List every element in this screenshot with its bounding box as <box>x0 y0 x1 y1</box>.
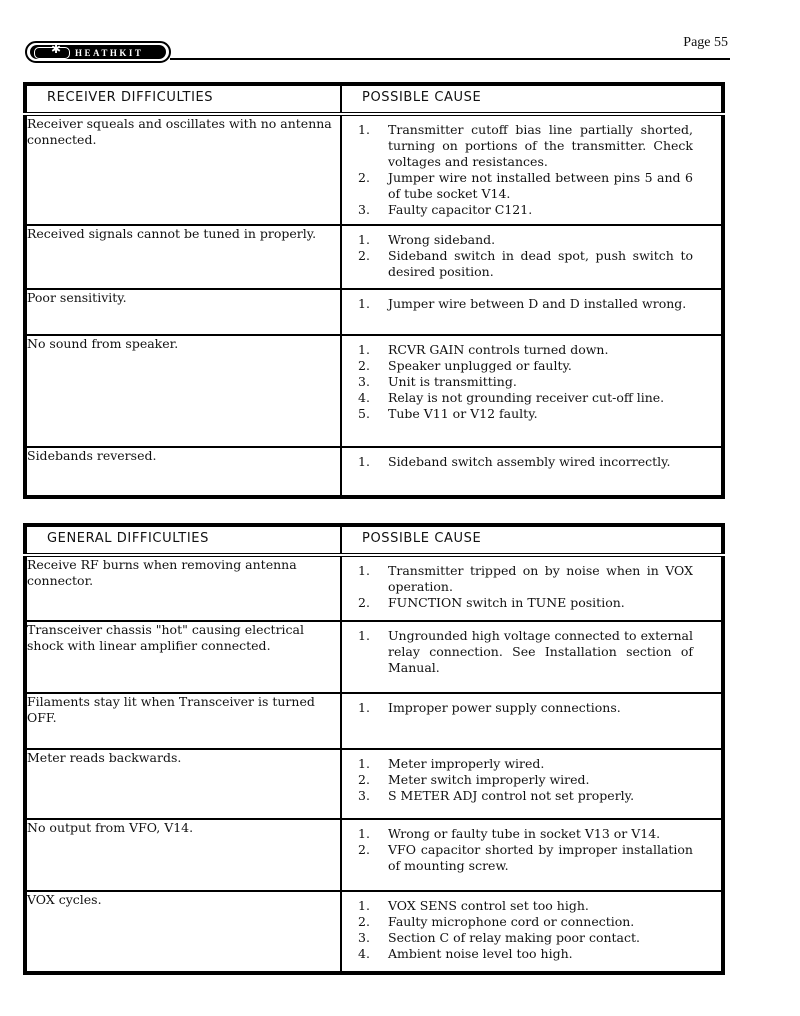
table-header-row <box>25 525 723 555</box>
table-row <box>25 225 723 289</box>
cause-text: VFO capacitor shorted by improper installation of mounting screw. <box>388 842 693 873</box>
cause-cell <box>341 114 723 225</box>
symptom-cell: Received signals cannot be tuned in properly. <box>25 225 341 289</box>
cause-item <box>358 342 693 358</box>
table-row <box>25 891 723 973</box>
cause-item <box>358 202 693 218</box>
cause-text: RCVR GAIN controls turned down. <box>388 342 609 357</box>
table-row <box>25 335 723 447</box>
cause-number: 3. <box>358 374 370 389</box>
symptom-cell: No output from VFO, V14. <box>25 819 341 891</box>
cause-text: Meter improperly wired. <box>388 756 545 771</box>
cause-item <box>358 595 693 611</box>
cause-number: 1. <box>358 232 370 247</box>
cause-number: 2. <box>358 170 370 185</box>
cause-number: 1. <box>358 628 370 643</box>
cause-text: Tube V11 or V12 faulty. <box>388 406 538 421</box>
cause-cell <box>341 749 723 819</box>
cause-text: Faulty microphone cord or connection. <box>388 914 635 929</box>
general-difficulties-table <box>23 523 725 975</box>
cause-text: Wrong sideband. <box>388 232 496 247</box>
cause-item <box>358 563 693 595</box>
cause-item <box>358 842 693 874</box>
cause-item <box>358 700 693 716</box>
cause-number: 4. <box>358 390 370 405</box>
cause-item <box>358 930 693 946</box>
cause-text: Jumper wire between D and D installed wrong. <box>388 296 687 311</box>
cause-list <box>342 448 721 476</box>
cause-list <box>342 116 721 224</box>
cause-text: Sideband switch in dead spot, push switch to desired position. <box>388 248 693 279</box>
table-row <box>25 693 723 749</box>
cause-text: Section C of relay making poor contact. <box>388 930 641 945</box>
heathkit-logo <box>25 41 171 63</box>
symptom-cell: Receive RF burns when removing antenna connector. <box>25 555 341 621</box>
page-number: Page 55 <box>683 35 728 50</box>
cause-text: Speaker unplugged or faulty. <box>388 358 572 373</box>
cause-item <box>358 374 693 390</box>
cause-cell <box>341 819 723 891</box>
cause-item <box>358 454 693 470</box>
table-row <box>25 621 723 693</box>
cause-list <box>342 226 721 286</box>
cause-number: 2. <box>358 358 370 373</box>
cause-number: 5. <box>358 406 370 421</box>
cause-text: Relay is not grounding receiver cut-off line. <box>388 390 665 405</box>
cause-list <box>342 694 721 722</box>
col-header-possible-cause: POSSIBLE CAUSE <box>341 84 723 114</box>
table-row <box>25 555 723 621</box>
symptom-cell: Sidebands reversed. <box>25 447 341 497</box>
cause-text: Sideband switch assembly wired incorrectly. <box>388 454 671 469</box>
col-header-possible-cause: POSSIBLE CAUSE <box>341 525 723 555</box>
cause-text: FUNCTION switch in TUNE position. <box>388 595 625 610</box>
cause-text: Improper power supply connections. <box>388 700 621 715</box>
table-row <box>25 749 723 819</box>
header-rule <box>170 58 730 60</box>
cause-list <box>342 750 721 810</box>
cause-cell <box>341 447 723 497</box>
symptom-cell: Poor sensitivity. <box>25 289 341 335</box>
cause-text: Unit is transmitting. <box>388 374 517 389</box>
cause-item <box>358 898 693 914</box>
cause-cell <box>341 289 723 335</box>
cause-number: 4. <box>358 946 370 961</box>
logo-emblem-icon: ✱ <box>34 47 70 59</box>
col-header-difficulties: GENERAL DIFFICULTIES <box>25 525 341 555</box>
cause-number: 1. <box>358 700 370 715</box>
cause-item <box>358 170 693 202</box>
cause-number: 1. <box>358 898 370 913</box>
cause-text: Faulty capacitor C121. <box>388 202 533 217</box>
cause-list <box>342 892 721 968</box>
cause-text: VOX SENS control set too high. <box>388 898 589 913</box>
table-row <box>25 447 723 497</box>
cause-number: 2. <box>358 842 370 857</box>
cause-text: Transmitter tripped on by noise when in VOX operation. <box>388 563 693 594</box>
cause-item <box>358 788 693 804</box>
cause-cell <box>341 335 723 447</box>
cause-item <box>358 914 693 930</box>
table-row <box>25 289 723 335</box>
cause-cell <box>341 555 723 621</box>
table-row <box>25 114 723 225</box>
cause-cell <box>341 693 723 749</box>
cause-number: 1. <box>358 342 370 357</box>
cause-item <box>358 628 693 676</box>
cause-item <box>358 296 693 312</box>
symptom-cell: Receiver squeals and oscillates with no antenna connected. <box>25 114 341 225</box>
symptom-cell: Filaments stay lit when Transceiver is turned OFF. <box>25 693 341 749</box>
cause-number: 2. <box>358 772 370 787</box>
cause-number: 1. <box>358 296 370 311</box>
cause-text: Meter switch improperly wired. <box>388 772 590 787</box>
symptom-cell: Transceiver chassis "hot" causing electrical shock with linear amplifier connected. <box>25 621 341 693</box>
cause-item <box>358 826 693 842</box>
cause-number: 3. <box>358 930 370 945</box>
cause-list <box>342 557 721 617</box>
cause-number: 2. <box>358 248 370 263</box>
symptom-cell: Meter reads backwards. <box>25 749 341 819</box>
cause-item <box>358 122 693 170</box>
cause-item <box>358 756 693 772</box>
cause-number: 1. <box>358 454 370 469</box>
cause-text: Jumper wire not installed between pins 5 and 6 of tube socket V14. <box>388 170 693 201</box>
cause-number: 1. <box>358 756 370 771</box>
cause-list <box>342 622 721 682</box>
cause-list <box>342 336 721 428</box>
symptom-cell: VOX cycles. <box>25 891 341 973</box>
cause-item <box>358 232 693 248</box>
cause-list <box>342 820 721 880</box>
cause-item <box>358 390 693 406</box>
cause-text: Wrong or faulty tube in socket V13 or V14. <box>388 826 661 841</box>
cause-number: 1. <box>358 826 370 841</box>
table-row <box>25 819 723 891</box>
cause-number: 2. <box>358 595 370 610</box>
cause-number: 1. <box>358 122 370 137</box>
cause-list <box>342 290 721 318</box>
cause-number: 1. <box>358 563 370 578</box>
cause-item <box>358 406 693 422</box>
cause-cell <box>341 621 723 693</box>
cause-text: Ungrounded high voltage connected to external relay connection. See Installation section of Manual. <box>388 628 693 675</box>
cause-text: S METER ADJ control not set properly. <box>388 788 635 803</box>
cause-item <box>358 248 693 280</box>
cause-cell <box>341 225 723 289</box>
cause-text: Ambient noise level too high. <box>388 946 573 961</box>
logo-text: HEATHKIT <box>75 48 144 58</box>
symptom-cell: No sound from speaker. <box>25 335 341 447</box>
cause-number: 2. <box>358 914 370 929</box>
cause-number: 3. <box>358 788 370 803</box>
cause-item <box>358 358 693 374</box>
cause-cell <box>341 891 723 973</box>
cause-item <box>358 946 693 962</box>
cause-item <box>358 772 693 788</box>
cause-text: Transmitter cutoff bias line partially shorted, turning on portions of the transmitter. Check voltages and resistances. <box>388 122 693 169</box>
table-header-row <box>25 84 723 114</box>
col-header-difficulties: RECEIVER DIFFICULTIES <box>25 84 341 114</box>
receiver-difficulties-table <box>23 82 725 499</box>
cause-number: 3. <box>358 202 370 217</box>
